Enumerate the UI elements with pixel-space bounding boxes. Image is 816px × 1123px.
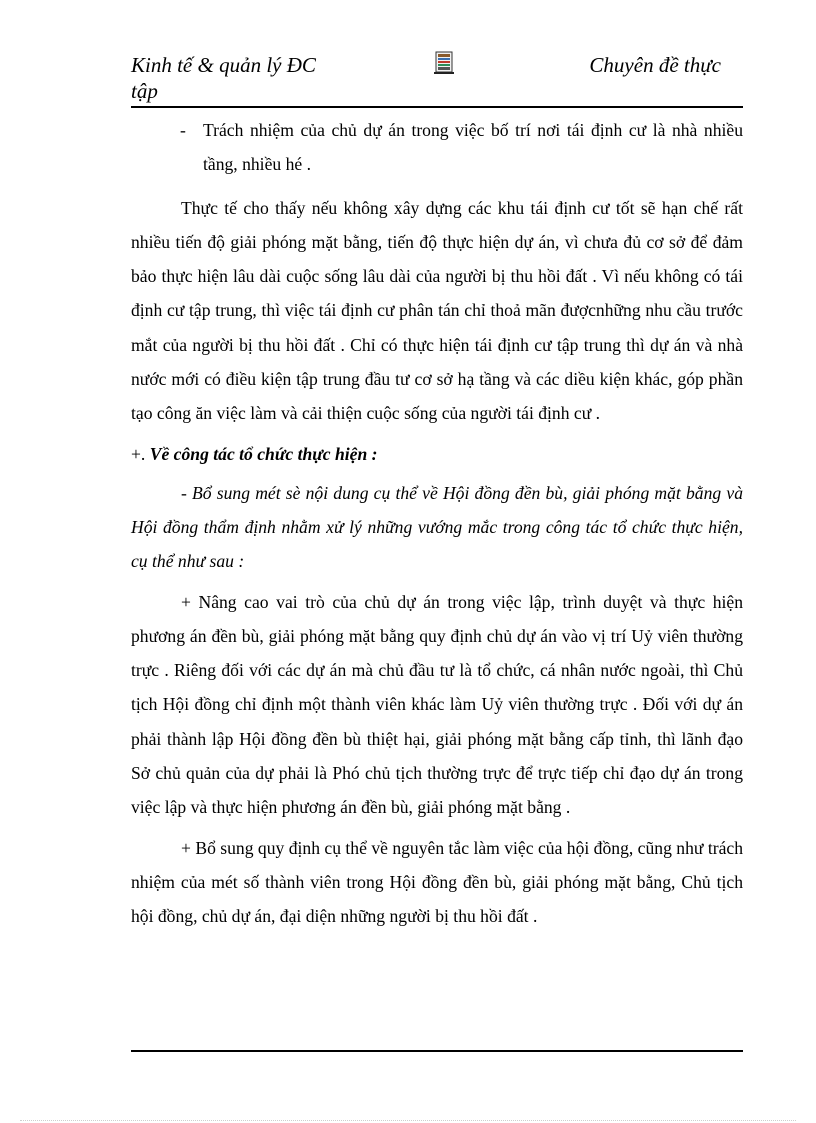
book-logo-icon: [431, 50, 457, 76]
bullet-dash: -: [180, 120, 186, 140]
bullet-item: [131, 113, 743, 182]
paragraph-supplement: - Bổ sung mét sè nội dung cụ thể về Hội đồng đền bù, giải phóng mặt bằng và Hội đồng thẩm định nhằm xử lý những vướng mắc trong công tác tổ chức thực hiện, cụ thể như sau :: [131, 482, 743, 572]
header-left-title: Kinh tế & quản lý ĐC tập: [131, 53, 316, 103]
page-content: [131, 113, 743, 934]
heading-title: Về công tác tổ chức thực hiện :: [149, 443, 378, 464]
footer-rule: [131, 1050, 743, 1052]
header-right-title: Chuyên đề thực: [589, 53, 721, 77]
bullet-text: Trách nhiệm của chủ dự án trong việc bố trí nơi tái định cư là nhà nhiều tầng, nhiều hé .: [203, 120, 743, 175]
paragraph-role: + Nâng cao vai trò của chủ dự án trong việc lập, trình duyệt và thực hiện phương án đền bù, giải phóng mặt bằng quy định chủ dự án vào vị trí Uỷ viên thường trực . Riêng đối với các dự án mà chủ đầu tư là tổ chức, cá nhân nước ngoài, thì Chủ tịch Hội đồng chỉ định một thành viên khác làm Uỷ viên thường trực . Đối với dự án phải thành lập Hội đồng đền bù thiệt hại, giải phóng mặt bằng cấp tỉnh, thì lãnh đạo Sở chủ quản của dự phải là Phó chủ tịch thường trực để trực tiếp chỉ đạo dự án trong việc lập và thực hiện phương án đền bù, giải phóng mặt bằng .: [131, 591, 743, 818]
paragraph-resettlement: Thực tế cho thấy nếu không xây dựng các khu tái định cư tốt sẽ hạn chế rất nhiều tiến độ giải phóng mặt bằng, tiến độ thực hiện dự án, vì chưa đủ cơ sở để đảm bảo thực hiện lâu dài cuộc sống lâu dài của người bị thu hồi đất . Vì nếu không có tái định cư tập trung, thì việc tái định cư phân tán chỉ thoả mãn đượcnhững nhu cầu trước mắt của người bị thu hồi đất . Chỉ có thực hiện tái định cư tập trung thì dự án và nhà nước mới có điều kiện tập trung đầu tư cơ sở hạ tầng và các diều kiện khác, góp phần tạo công ăn việc làm và cải thiện cuộc sống của người tái định cư .: [131, 197, 743, 424]
page-header: [131, 50, 743, 106]
paragraph-rules: + Bổ sung quy định cụ thể về nguyên tắc làm việc của hội đồng, cũng như trách nhiệm của mét số thành viên trong Hội đồng đền bù, giải phóng mặt bằng, Chủ tịch hội đồng, chủ dự án, đại diện những người bị thu hồi đất .: [131, 837, 743, 927]
page-bottom-dots: [20, 1120, 796, 1121]
heading-prefix: +.: [131, 443, 146, 464]
section-heading: [131, 437, 743, 471]
header-rule: [131, 106, 743, 108]
